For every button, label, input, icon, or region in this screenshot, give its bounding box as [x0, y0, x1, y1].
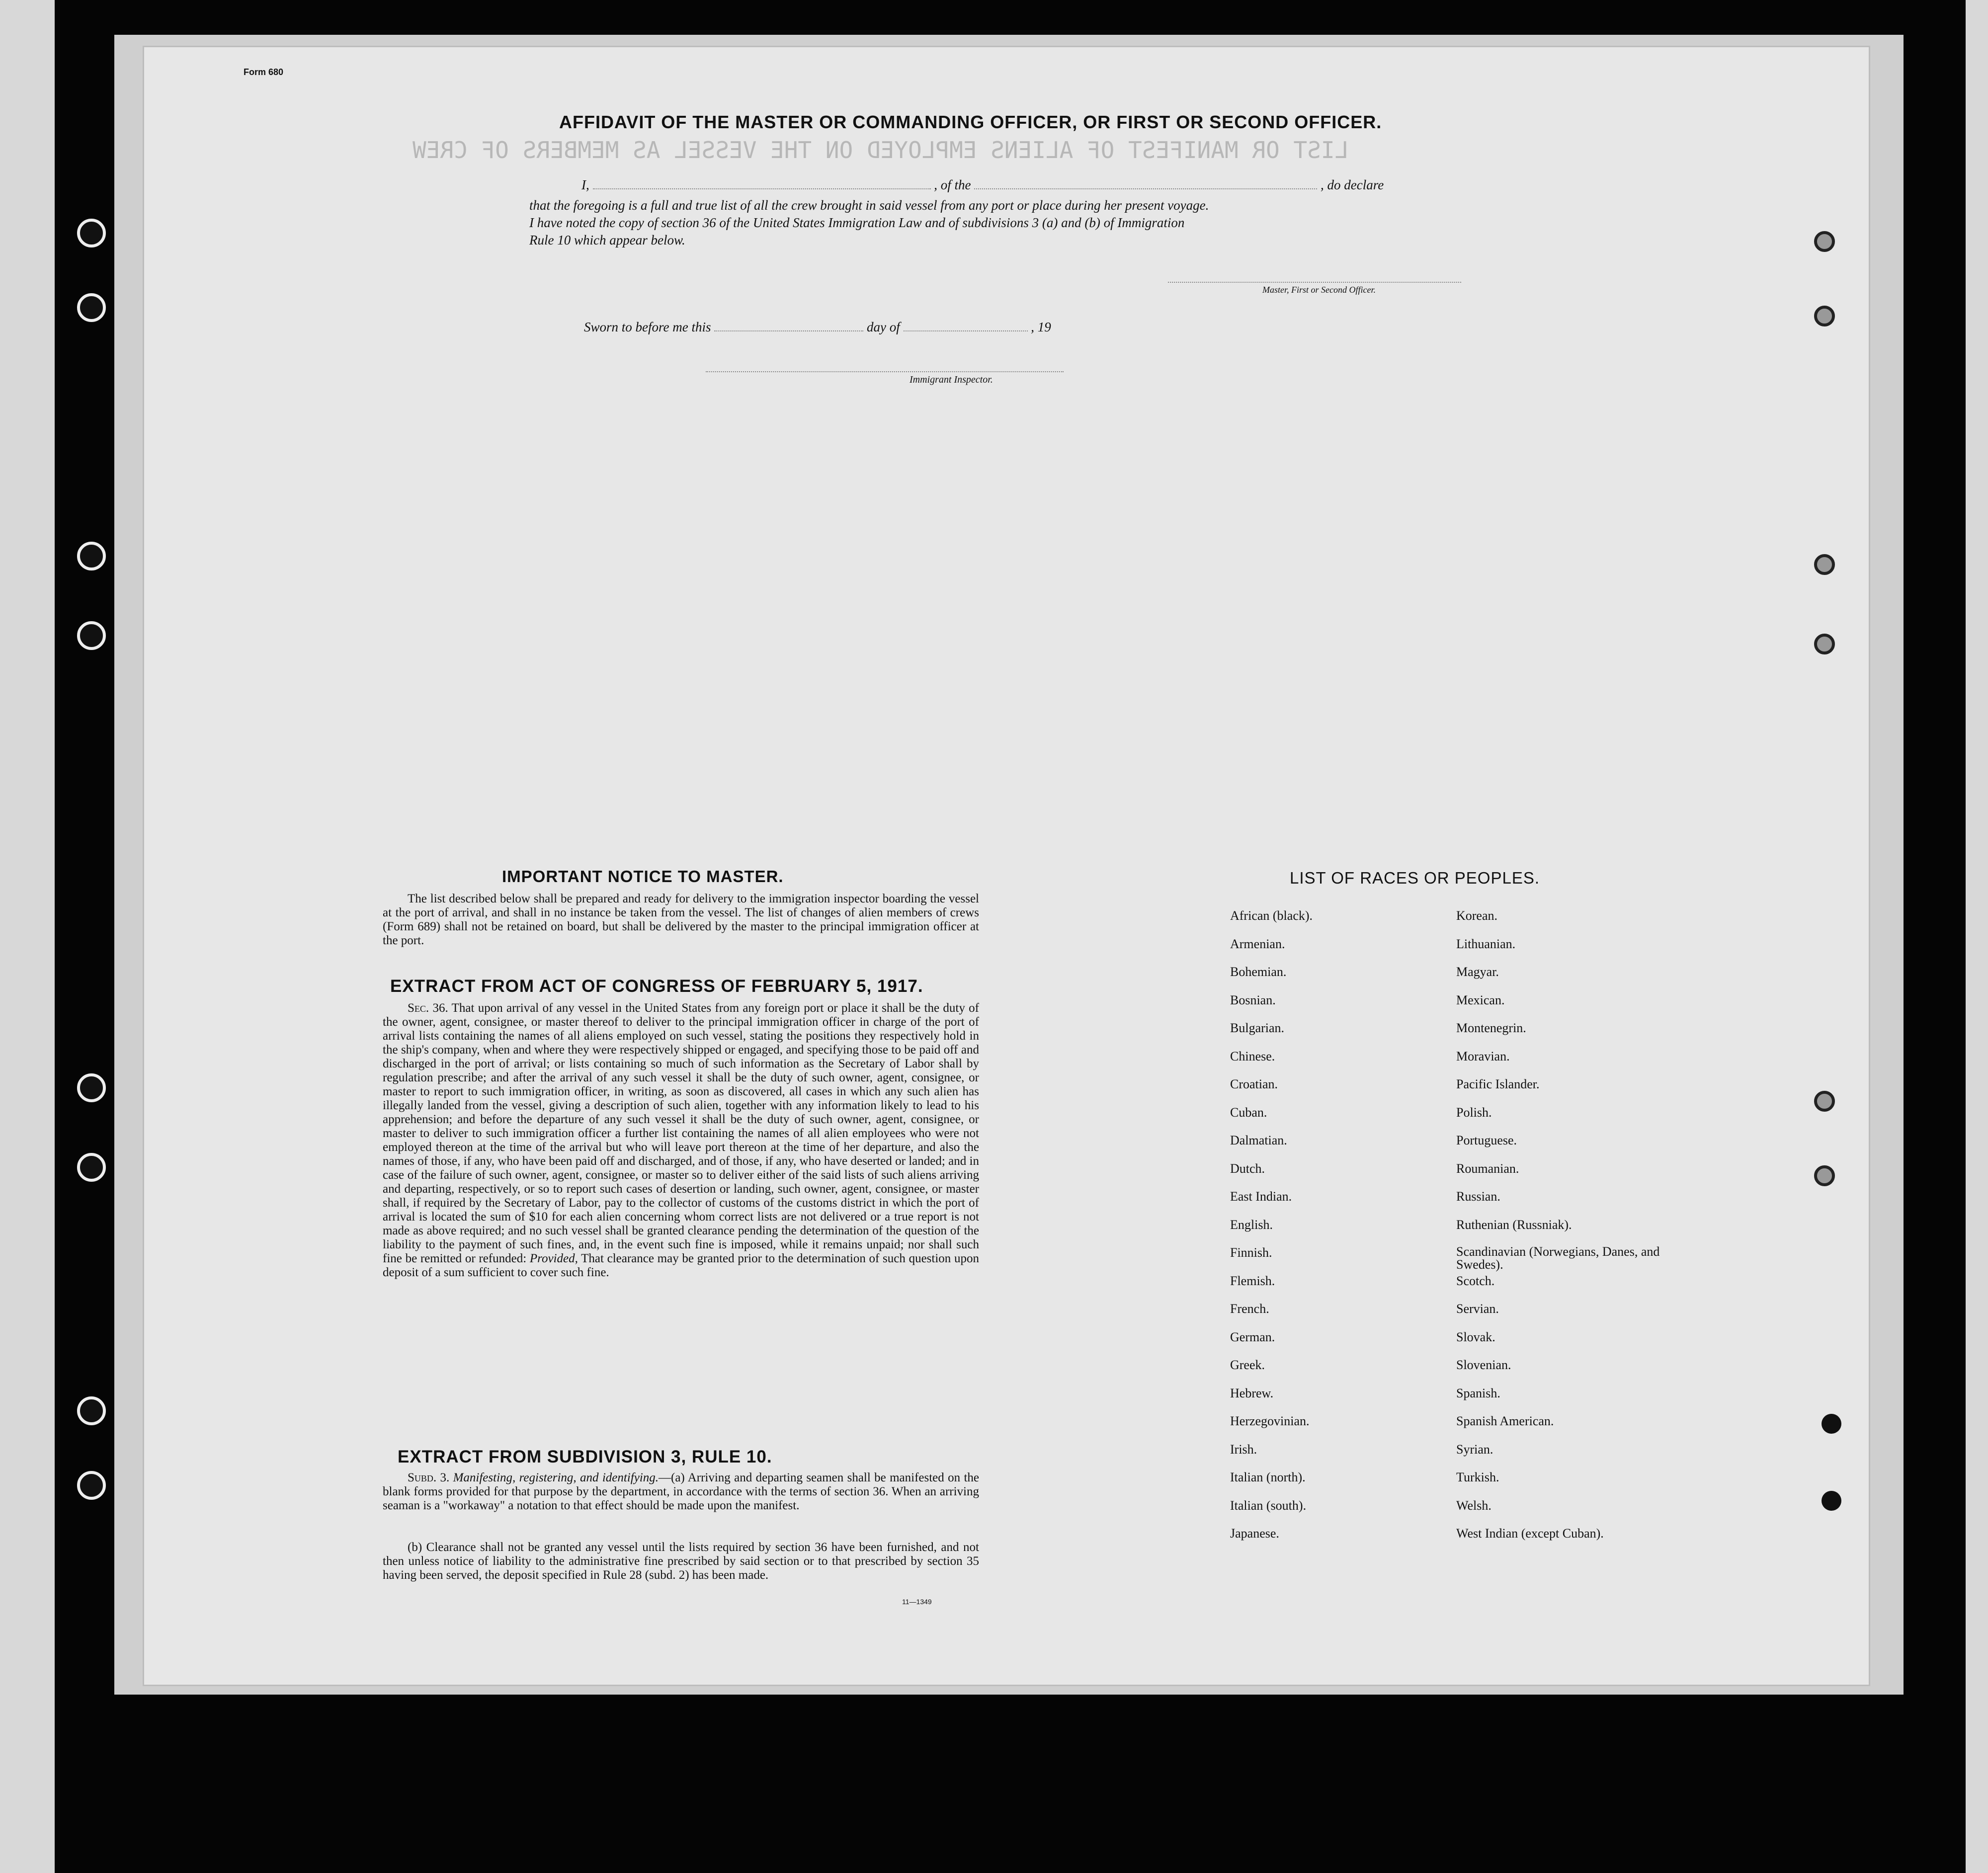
- race-item: English.: [1230, 1217, 1273, 1232]
- race-item: Slovak.: [1456, 1329, 1495, 1344]
- binding-hole: [1822, 1491, 1841, 1511]
- affidavit-i: I,: [581, 177, 589, 192]
- rule-extract-para-b: (b) Clearance shall not be granted any vessel until the lists required by section 36 have been furnished, and not then unless notice of liability to the administrative fine prescribed by said section or to that prescribed by section 35 having been served, the deposit specified in Rule 28 (subd. 2) has been made.: [383, 1541, 979, 1582]
- race-item: Cuban.: [1230, 1105, 1267, 1120]
- inspector-caption: Immigrant Inspector.: [910, 374, 993, 385]
- vessel-blank[interactable]: [974, 178, 1317, 189]
- act-extract-text: [383, 1001, 979, 1280]
- rule-extract-title: EXTRACT FROM SUBDIVISION 3, RULE 10.: [398, 1447, 772, 1466]
- punch-hole: [77, 1073, 106, 1102]
- section-label: Sec. 36.: [408, 1001, 448, 1015]
- punch-hole: [77, 1153, 106, 1182]
- affidavit-line-2: that the foregoing is a full and true list of all the crew brought in said vessel from any port or place during her present voyage.: [529, 198, 1209, 213]
- inspector-signature-line[interactable]: [706, 370, 1064, 372]
- race-item: Mexican.: [1456, 992, 1505, 1007]
- race-item: Italian (south).: [1230, 1498, 1307, 1513]
- race-item: Korean.: [1456, 908, 1498, 923]
- punch-hole: [77, 219, 106, 247]
- races-right-column: [1456, 908, 1665, 1554]
- race-item: Russian.: [1456, 1189, 1500, 1204]
- race-item: Japanese.: [1230, 1526, 1279, 1541]
- race-item: Welsh.: [1456, 1498, 1491, 1513]
- master-signature-caption: Master, First or Second Officer.: [1262, 285, 1376, 295]
- binding-ring: [1814, 634, 1835, 654]
- race-item: Turkish.: [1456, 1470, 1499, 1484]
- race-item: Hebrew.: [1230, 1385, 1274, 1400]
- print-code: 11—1349: [902, 1598, 932, 1606]
- subd-para-a: —(a) Arriving and departing seamen shall be manifested on the blank forms provided for that purpose by the department, in accordance with the terms of section 36. When an arriving seaman is a "workaway" a notation to that effect should be made upon the manifest.: [383, 1471, 979, 1512]
- race-item: Italian (north).: [1230, 1470, 1306, 1484]
- race-item: Scandinavian (Norwegians, Danes, and Swedes).: [1456, 1244, 1660, 1272]
- act-extract-title: EXTRACT FROM ACT OF CONGRESS OF FEBRUARY 5, 1917.: [390, 977, 923, 996]
- race-item: Chinese.: [1230, 1049, 1275, 1063]
- affidavit-title: AFFIDAVIT OF THE MASTER OR COMMANDING OFFICER, OR FIRST OR SECOND OFFICER.: [559, 112, 1382, 132]
- race-item: Magyar.: [1456, 965, 1499, 979]
- race-item: German.: [1230, 1329, 1275, 1344]
- race-item: Dutch.: [1230, 1161, 1265, 1176]
- race-item: French.: [1230, 1302, 1269, 1316]
- punch-hole: [77, 542, 106, 570]
- show-through-heading: LIST OR MANIFEST OF ALIENS EMPLOYED ON THE VESSEL AS MEMBERS OF CREW: [413, 137, 1349, 163]
- race-item: Armenian.: [1230, 936, 1285, 951]
- race-item: Flemish.: [1230, 1273, 1275, 1288]
- race-item: Bulgarian.: [1230, 1021, 1285, 1035]
- punch-hole: [77, 1471, 106, 1500]
- race-item: Scotch.: [1456, 1273, 1495, 1288]
- proviso-text: That clearance may be granted prior to the determination of such question upon deposit of a sum sufficient to cover such fine.: [383, 1252, 979, 1279]
- sworn-month-blank[interactable]: [904, 321, 1028, 331]
- race-item: Spanish.: [1456, 1385, 1500, 1400]
- race-item: West Indian (except Cuban).: [1456, 1526, 1604, 1541]
- name-blank[interactable]: [593, 178, 931, 189]
- binding-ring: [1814, 1165, 1835, 1186]
- rule-extract-para-a: [383, 1471, 979, 1513]
- race-item: Moravian.: [1456, 1049, 1510, 1063]
- affidavit-of-the: , of the: [934, 177, 971, 192]
- binding-ring: [1814, 554, 1835, 575]
- race-item: Montenegrin.: [1456, 1021, 1526, 1035]
- race-item: Spanish American.: [1456, 1414, 1554, 1428]
- master-signature-line[interactable]: [1168, 281, 1461, 283]
- affidavit-do-declare: , do declare: [1321, 177, 1384, 192]
- race-item: African (black).: [1230, 908, 1313, 923]
- binding-hole: [1822, 1414, 1841, 1434]
- subd-label: Subd. 3.: [408, 1471, 450, 1484]
- race-item: Croatian.: [1230, 1077, 1278, 1091]
- right-page-edge: [1966, 0, 1988, 1873]
- left-page-edge: [0, 0, 55, 1873]
- punch-hole: [77, 621, 106, 650]
- year-label: , 19: [1031, 320, 1051, 334]
- notice-text: The list described below shall be prepared and ready for delivery to the immigration inspector boarding the vessel at the port of arrival, and shall in no instance be taken from the vessel. The list of changes of alien members of crews (Form 689) shall not be retained on board, but shall be delivered by the master to the principal immigration officer at the port.: [383, 892, 979, 947]
- binding-ring: [1814, 1091, 1835, 1112]
- form-number: Form 680: [244, 67, 284, 77]
- race-item: Syrian.: [1456, 1442, 1493, 1457]
- race-item: Bosnian.: [1230, 992, 1276, 1007]
- proviso-word: Provided,: [529, 1252, 578, 1265]
- sworn-day-blank[interactable]: [714, 321, 863, 331]
- sworn-line: [584, 320, 1051, 335]
- race-item: Dalmatian.: [1230, 1133, 1287, 1147]
- race-item: Finnish.: [1230, 1245, 1272, 1260]
- race-item: Portuguese.: [1456, 1133, 1517, 1147]
- race-item: Irish.: [1230, 1442, 1257, 1457]
- race-item: Roumanian.: [1456, 1161, 1519, 1176]
- race-item: Pacific Islander.: [1456, 1077, 1540, 1091]
- affidavit-line-4: Rule 10 which appear below.: [529, 233, 685, 247]
- races-left-column: [1230, 908, 1313, 1554]
- binding-ring: [1814, 231, 1835, 252]
- race-item: Greek.: [1230, 1358, 1265, 1372]
- race-item: Lithuanian.: [1456, 936, 1516, 951]
- race-item: East Indian.: [1230, 1189, 1292, 1204]
- race-item: Slovenian.: [1456, 1358, 1511, 1372]
- binding-ring: [1814, 306, 1835, 326]
- form-page: [144, 47, 1869, 1685]
- notice-title: IMPORTANT NOTICE TO MASTER.: [502, 867, 784, 886]
- race-item: Herzegovinian.: [1230, 1414, 1310, 1428]
- affidavit-line-3: I have noted the copy of section 36 of the United States Immigration Law and of subdivisions 3 (a) and (b) of Immigration: [529, 215, 1185, 230]
- day-of-label: day of: [867, 320, 900, 334]
- affidavit-declaration-line: [581, 177, 1384, 193]
- sworn-label: Sworn to before me this: [584, 320, 711, 334]
- punch-hole: [77, 1396, 106, 1425]
- races-title: LIST OF RACES OR PEOPLES.: [1290, 869, 1540, 887]
- race-item: Polish.: [1456, 1105, 1492, 1120]
- subd-heading: Manifesting, registering, and identifying.: [453, 1471, 659, 1484]
- race-item: Bohemian.: [1230, 965, 1287, 979]
- race-item: Servian.: [1456, 1302, 1499, 1316]
- race-item: Ruthenian (Russniak).: [1456, 1217, 1572, 1232]
- section-36-text: That upon arrival of any vessel in the United States from any foreign port or place it shall be the duty of the owner, agent, consignee, or master thereof to deliver to the principal immigration officer in charge of the port of arrival lists containing the names of all aliens employed on such vessel, stating the positions they respectively hold in the ship's company, when and where they were respectively shipped or engaged, and specifying those to be paid off and discharged in the port of arrival; or lists containing so much of such information as the Secretary of Labor shall by regulation prescribe; and after the arrival of any such vessel it shall be the duty of such owner, agent, consignee, or master to report to such immigration officer, in writing, as soon as discovered, all cases in which any such alien has illegally landed from the vessel, giving a description of such alien, together with any information likely to lead to his apprehension; and before the departure of any such vessel it shall be the duty of such owner, agent, consignee, or master to deliver to such immigration officer a further list containing the names of all alien employees who were not employed thereon at the time of the arrival but who will leave port thereon at the time of her departure, and also the names of those, if any, who have been paid off and discharged, and of those, if any, who have deserted or landed; and in case of the failure of such owner, agent, consignee, or master so to deliver either of the said lists of such aliens arriving and departing, respectively, or so to report such cases of desertion or landing, such owner, agent, consignee, or master shall, if required by the Secretary of Labor, pay to the collector of customs of the customs district in which the port of arrival is located the sum of $10 for each alien concerning whom correct lists are not delivered or a true report is not made as above required; and no such vessel shall be granted clearance pending the determination of the question of the liability to the payment of such fines, and, in the event such fine is imposed, while it remains unpaid; nor shall such fine be remitted or refunded:: [383, 1001, 979, 1265]
- punch-hole: [77, 293, 106, 322]
